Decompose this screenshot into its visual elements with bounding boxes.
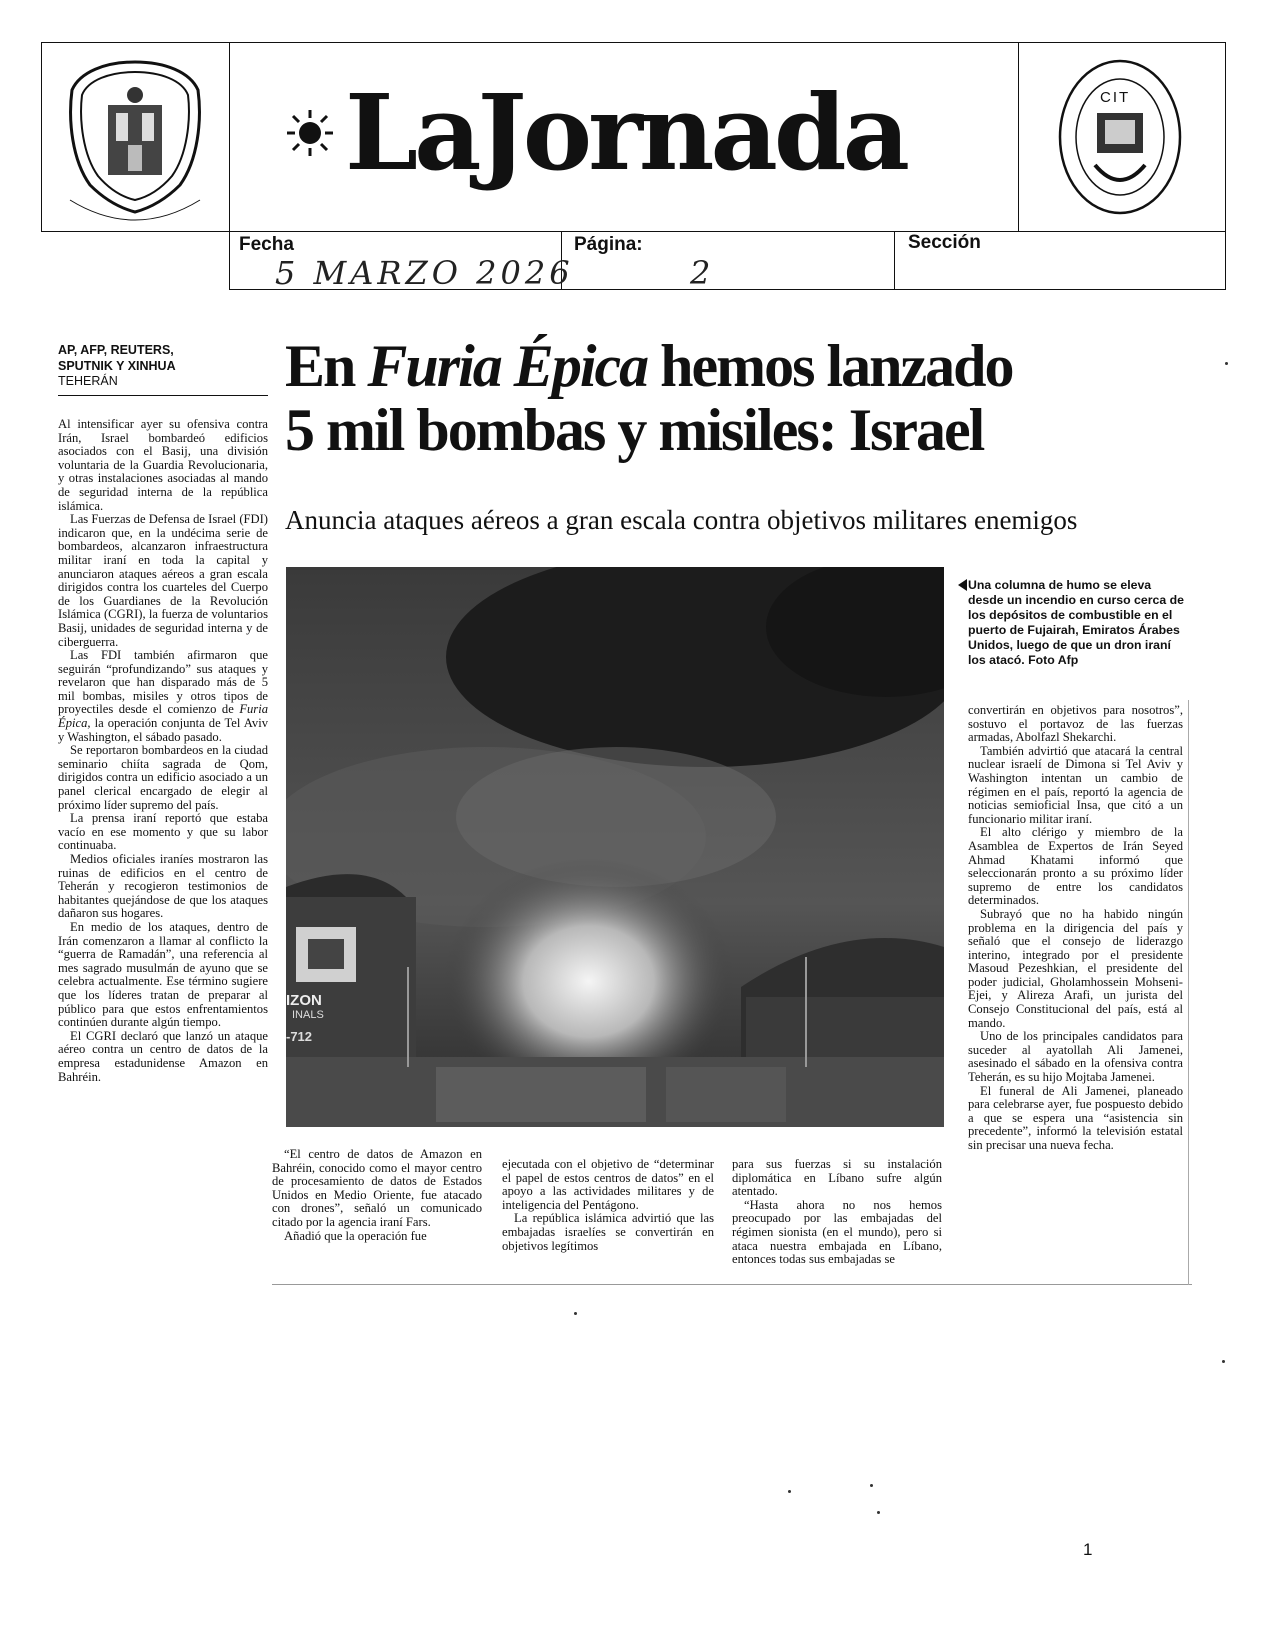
col1-paragraph-1: Al intensificar ayer su ofensiva contra Irán, Israel bombardeó edificios asociados con el Basij, una división voluntaria de la Guardia Revolucionaria, y otras instalaciones asociadas al mando de seguridad interna de la república islámica.: [58, 417, 268, 513]
cit-seal-abbr: CIT: [1100, 89, 1131, 106]
col2-paragraph-2: Añadió que la operación fue: [284, 1228, 427, 1243]
photo-sign-text-1: IZON: [286, 992, 322, 1009]
page-number: 1: [1083, 1540, 1093, 1559]
article-column-5: [968, 704, 1183, 1153]
photo-sign-text-2: INALS: [292, 1009, 324, 1021]
photo-sign-text-3: -712: [286, 1029, 313, 1044]
article-headline: [285, 334, 1185, 462]
article-column-2: [272, 1148, 482, 1243]
col1-paragraph-2: Las Fuerzas de Defensa de Israel (FDI) indicaron que, en la undécima serie de bombardeos, alcanzaron infraestructura militar iraní en toda la capital y anunciaron ataques aéreos a gran escala dirigidos contra los cuarteles del Cuerpo de los Guardianes de la Revolución Islámica (CGRI), la fuerza de voluntarios Basij, unidades de seguridad interna y de ciberguerra.: [58, 512, 268, 649]
article-column-3: [502, 1158, 714, 1253]
col1-paragraph-8: El CGRI declaró que lanzó un ataque aéreo contra un centro de datos de la empresa estadunidense Amazon en Bahréin.: [58, 1028, 268, 1084]
col5-paragraph-4: Subrayó que no ha habido ningún problema en la dirigencia del país y señaló que el consejo de liderazgo interino, integrado por el presidente Masoud Pezeshkian, el presidente del poder judicial, Gholamhossein Mohseni-Ejei, y Alireza Arafi, un jurista del Consejo Constitucional del país, está al mando.: [968, 906, 1183, 1030]
headline-line-1-pre: En: [285, 333, 368, 399]
pagina-label: Página:: [574, 234, 643, 255]
article-column-1: [58, 418, 268, 1084]
col5-paragraph-1: convertirán en objetivos para nosotros”, sostuvo el portavoz de las fuerzas armadas, Abolfazl Shekarchi.: [968, 703, 1183, 745]
scan-speck: [574, 1312, 577, 1315]
scan-speck: [877, 1511, 880, 1514]
fields-divider-2: [894, 231, 895, 290]
col2-paragraph-1: “El centro de datos de Amazon en Bahréin, conocido como el mayor centro de procesamiento de datos de Estados Unidos en Medio Oriente, fue atacado con drones”, señaló un comunicado citado por la agencia iraní Fars.: [272, 1147, 482, 1229]
fecha-label: Fecha: [239, 234, 294, 255]
fecha-value: 5 MARZO 2026: [275, 254, 574, 292]
article-column-4: [732, 1158, 942, 1267]
col5-paragraph-5: Uno de los principales candidatos para suceder al ayatollah Ali Jamenei, asesinado el sábado en la ofensiva contra Teherán, es su hijo Mojtaba Jamenei.: [968, 1029, 1183, 1085]
newspaper-masthead-title: LaJornada: [345, 71, 906, 194]
byline-rule: [58, 395, 268, 396]
col1-paragraph-7: En medio de los ataques, dentro de Irán comenzaron a llamar al conflicto la “guerra de Ramadán”, una referencia al mes sagrado musulmán de ayuno que se celebra actualmente. Ese término sugiere que los líderes tratan de preparar al público para que estos enfrentamientos continúen durante algún tiempo.: [58, 919, 268, 1030]
col1-paragraph-3: [58, 649, 268, 744]
cit-seal-logo: [1055, 55, 1185, 220]
scan-speck: [1222, 1360, 1225, 1363]
col5-paragraph-3: El alto clérigo y miembro de la Asamblea de Expertos de Irán Seyed Ahmad Khatami informó que seleccionarán pronto a su próximo líder supremo de entre los candidatos determinados.: [968, 825, 1183, 908]
col1-paragraph-6: Medios oficiales iraníes mostraron las ruinas de edificios en el centro de Teherán y recogieron testimonios de habitantes quejándose de que los ataques dañaron sus hogares.: [58, 852, 268, 921]
caption-pointer-icon: [958, 579, 967, 591]
col1-p3-post: la operación conjunta de Tel Aviv y Washington, el sábado pasado.: [58, 716, 268, 744]
clipping-right-edge: [1188, 700, 1189, 1285]
col5-paragraph-6: El funeral de Ali Jamenei, planeado para celebrarse ayer, fue pospuesto debido a que se espera una “asistencia sin precedente”, informó la televisión estatal sin precisar una nueva fecha.: [968, 1083, 1183, 1152]
clipping-bottom-edge: [272, 1284, 1192, 1285]
byline-dateline: TEHERÁN: [58, 374, 118, 388]
article-subhead: Anuncia ataques aéreos a gran escala contra objetivos militares enemigos: [285, 505, 1078, 535]
scan-speck: [788, 1490, 791, 1493]
seccion-label: Sección: [908, 232, 981, 253]
headline-line-2: 5 mil bombas y misiles: Israel: [285, 397, 984, 463]
article-photo: [286, 567, 944, 1127]
sun-logo-icon: [285, 108, 335, 158]
col4-paragraph-2: “Hasta ahora no nos hemos preocupado por las embajadas del régimen sionista (en el mundo), pero si ataca nuestra embajada en Líbano, entonces todas sus embajadas se: [732, 1197, 942, 1267]
col1-paragraph-5: La prensa iraní reportó que estaba vacío en ese momento y que su labor continuaba.: [58, 811, 268, 853]
col4-paragraph-1: para sus fuerzas si su instalación diplomática en Líbano sufre algún atentado.: [732, 1157, 942, 1199]
col1-p3-em: Furia Épica,: [58, 702, 268, 731]
headline-line-1-em: Furia Épica: [367, 333, 648, 399]
col5-paragraph-2: También advirtió que atacará la central nuclear israelí de Dimona si Tel Aviv y Washington intentan un cambio de régimen en el país, reportó la agencia de noticias semioficial Insa, que citó a un funcionario militar iraní.: [968, 743, 1183, 826]
photo-caption: Una columna de humo se eleva desde un incendio en curso cerca de los depósitos de combustible en el puerto de Fujairah, Emiratos Árabes Unidos, luego de que un dron iraní los atacó. Foto Afp: [968, 578, 1184, 667]
col1-paragraph-4: Se reportaron bombardeos en la ciudad seminario chiíta sagrada de Qom, dirigidos contra un edificio asociado a un panel clerical encargado de elegir al próximo líder supremo del país.: [58, 743, 268, 812]
col3-paragraph-1: ejecutada con el objetivo de “determinar el papel de estos centros de datos” en el apoyo a las actividades militares y de inteligencia del Pentágono.: [502, 1157, 714, 1212]
scan-speck: [1225, 362, 1228, 365]
union-seal-logo: [50, 50, 220, 225]
byline-agencies: [58, 342, 268, 374]
byline-agencies-line-2: SPUTNIK Y XINHUA: [58, 359, 176, 373]
scan-speck: [870, 1484, 873, 1487]
col3-paragraph-2: La república islámica advirtió que las embajadas israelíes se convertirán en objetivos legítimos: [502, 1211, 714, 1253]
headline-line-1-post: hemos lanzado: [647, 333, 1013, 399]
col1-p3-text: Las FDI también afirmaron que seguirán “profundizando” sus ataques y revelaron que han disparado más de 5 mil bombas, misiles y otros tipos de proyectiles desde el comienzo de: [58, 648, 268, 717]
pagina-value: 2: [690, 254, 715, 292]
byline-agencies-line-1: AP, AFP, REUTERS,: [58, 343, 174, 357]
